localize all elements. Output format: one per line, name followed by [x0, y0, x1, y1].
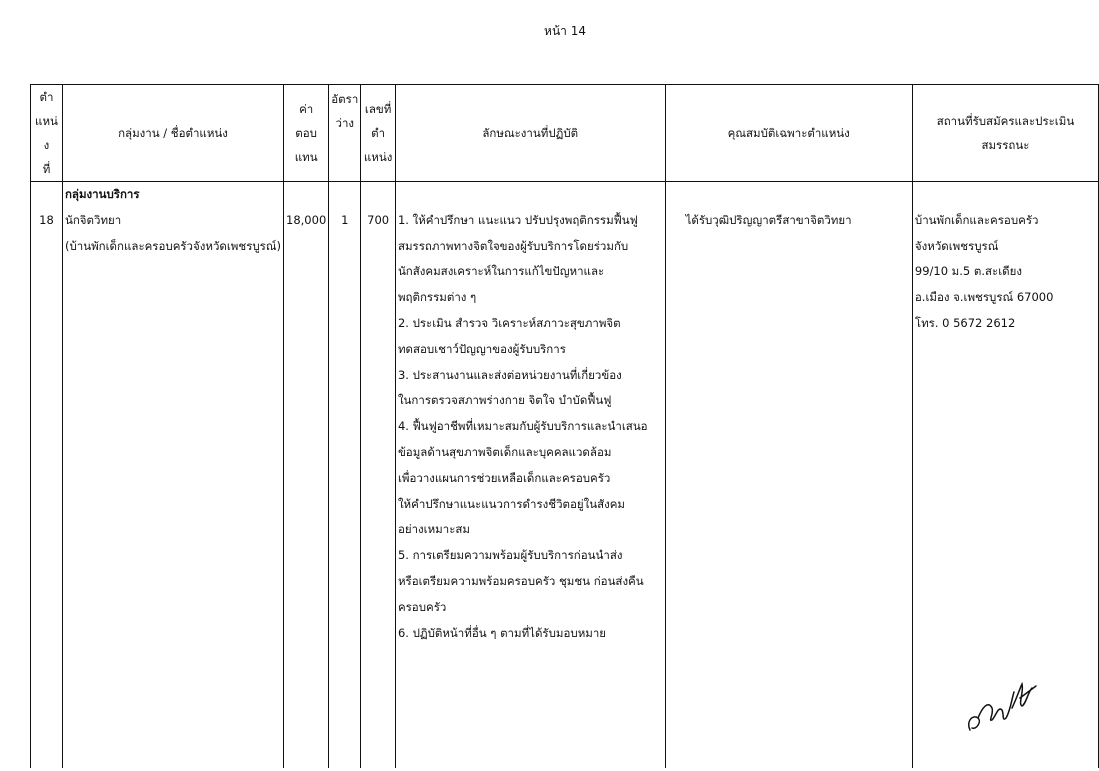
header-position-no: ตำ แหน่ง ที่: [31, 85, 63, 182]
group-name: กลุ่มงานบริการ: [64, 187, 140, 201]
duty-line: อย่างเหมาะสม: [397, 522, 470, 537]
position-number-cell: [31, 182, 63, 769]
header-compensation: ค่า ตอบ แทน: [284, 85, 329, 182]
vacancy-value: 1: [341, 212, 349, 227]
duty-line: หรือเตรียมความพร้อมครอบครัว ชุมชน ก่อนส่งคืน: [397, 573, 644, 588]
duty-line: นักสังคมสงเคราะห์ในการแก้ไขปัญหาและ: [397, 264, 605, 279]
compensation-cell: [284, 182, 329, 769]
location-line: บ้านพักเด็กและครอบครัว: [914, 212, 1039, 227]
duty-line: ในการตรวจสภาพร่างกาย จิตใจ บำบัดฟื้นฟู: [397, 393, 612, 408]
header-vacancy: อัตรา ว่าง: [329, 85, 361, 182]
location-line: โทร. 0 5672 2612: [914, 315, 1016, 330]
duty-line: ครอบครัว: [397, 599, 447, 614]
position-number: 18: [39, 212, 54, 227]
duties-cell: [395, 182, 665, 769]
location-line: 99/10 ม.5 ต.สะเดียง: [914, 264, 1022, 279]
duty-line: 5. การเตรียมความพร้อมผู้รับบริการก่อนนำส่ง: [397, 548, 623, 563]
duty-line: 2. ประเมิน สำรวจ วิเคราะห์สภาวะสุขภาพจิต: [397, 315, 621, 330]
qualification-text: ได้รับวุฒิปริญญาตรีสาขาจิตวิทยา: [685, 212, 852, 227]
duty-line: สมรรถภาพทางจิตใจของผู้รับบริการโดยร่วมกับ: [397, 238, 629, 253]
position-table: [30, 84, 1099, 768]
header-row: [31, 85, 1099, 182]
unit-name: (บ้านพักเด็กและครอบครัวจังหวัดเพชรบูรณ์): [64, 238, 282, 253]
compensation-value: 18,000: [286, 212, 327, 227]
position-id-value: 700: [367, 212, 390, 227]
duty-line: เพื่อวางแผนการช่วยเหลือเด็กและครอบครัว: [397, 470, 611, 485]
duty-line: ให้คำปรึกษาแนะแนวการดำรงชีวิตอยู่ในสังคม: [397, 496, 626, 511]
duty-line: ข้อมูลด้านสุขภาพจิตเด็กและบุคคลแวดล้อม: [397, 444, 612, 459]
table-row: [31, 182, 1099, 769]
signature-mark: [962, 648, 1042, 738]
duty-line: ทดสอบเชาว์ปัญญาของผู้รับบริการ: [397, 341, 566, 356]
duty-line: พฤติกรรมต่าง ๆ: [397, 290, 477, 305]
location-line: อ.เมือง จ.เพชรบูรณ์ 67000: [914, 290, 1054, 305]
position-title: นักจิตวิทยา: [64, 212, 122, 227]
header-duties: ลักษณะงานที่ปฏิบัติ: [395, 85, 665, 182]
header-location: สถานที่รับสมัครและประเมินสมรรถนะ: [912, 85, 1098, 182]
group-title-cell: [62, 182, 283, 769]
position-id-cell: [361, 182, 396, 769]
header-group-title: กลุ่มงาน / ชื่อตำแหน่ง: [62, 85, 283, 182]
duty-line: 6. ปฏิบัติหน้าที่อื่น ๆ ตามที่ได้รับมอบหมาย: [397, 625, 607, 640]
header-qualifications: คุณสมบัติเฉพาะตำแหน่ง: [665, 85, 912, 182]
duty-line: 1. ให้คำปรึกษา แนะแนว ปรับปรุงพฤติกรรมฟื้นฟู: [397, 212, 638, 227]
vacancy-cell: [329, 182, 361, 769]
qualification-cell: [665, 182, 912, 769]
duty-line: 3. ประสานงานและส่งต่อหน่วยงานที่เกี่ยวข้อง: [397, 367, 622, 382]
header-position-id: เลขที่ ตำ แหน่ง: [361, 85, 396, 182]
duty-line: 4. ฟื้นฟูอาชีพที่เหมาะสมกับผู้รับบริการและนำเสนอ: [397, 419, 648, 434]
page-number: หน้า 14: [544, 24, 586, 38]
location-line: จังหวัดเพชรบูรณ์: [914, 238, 999, 253]
